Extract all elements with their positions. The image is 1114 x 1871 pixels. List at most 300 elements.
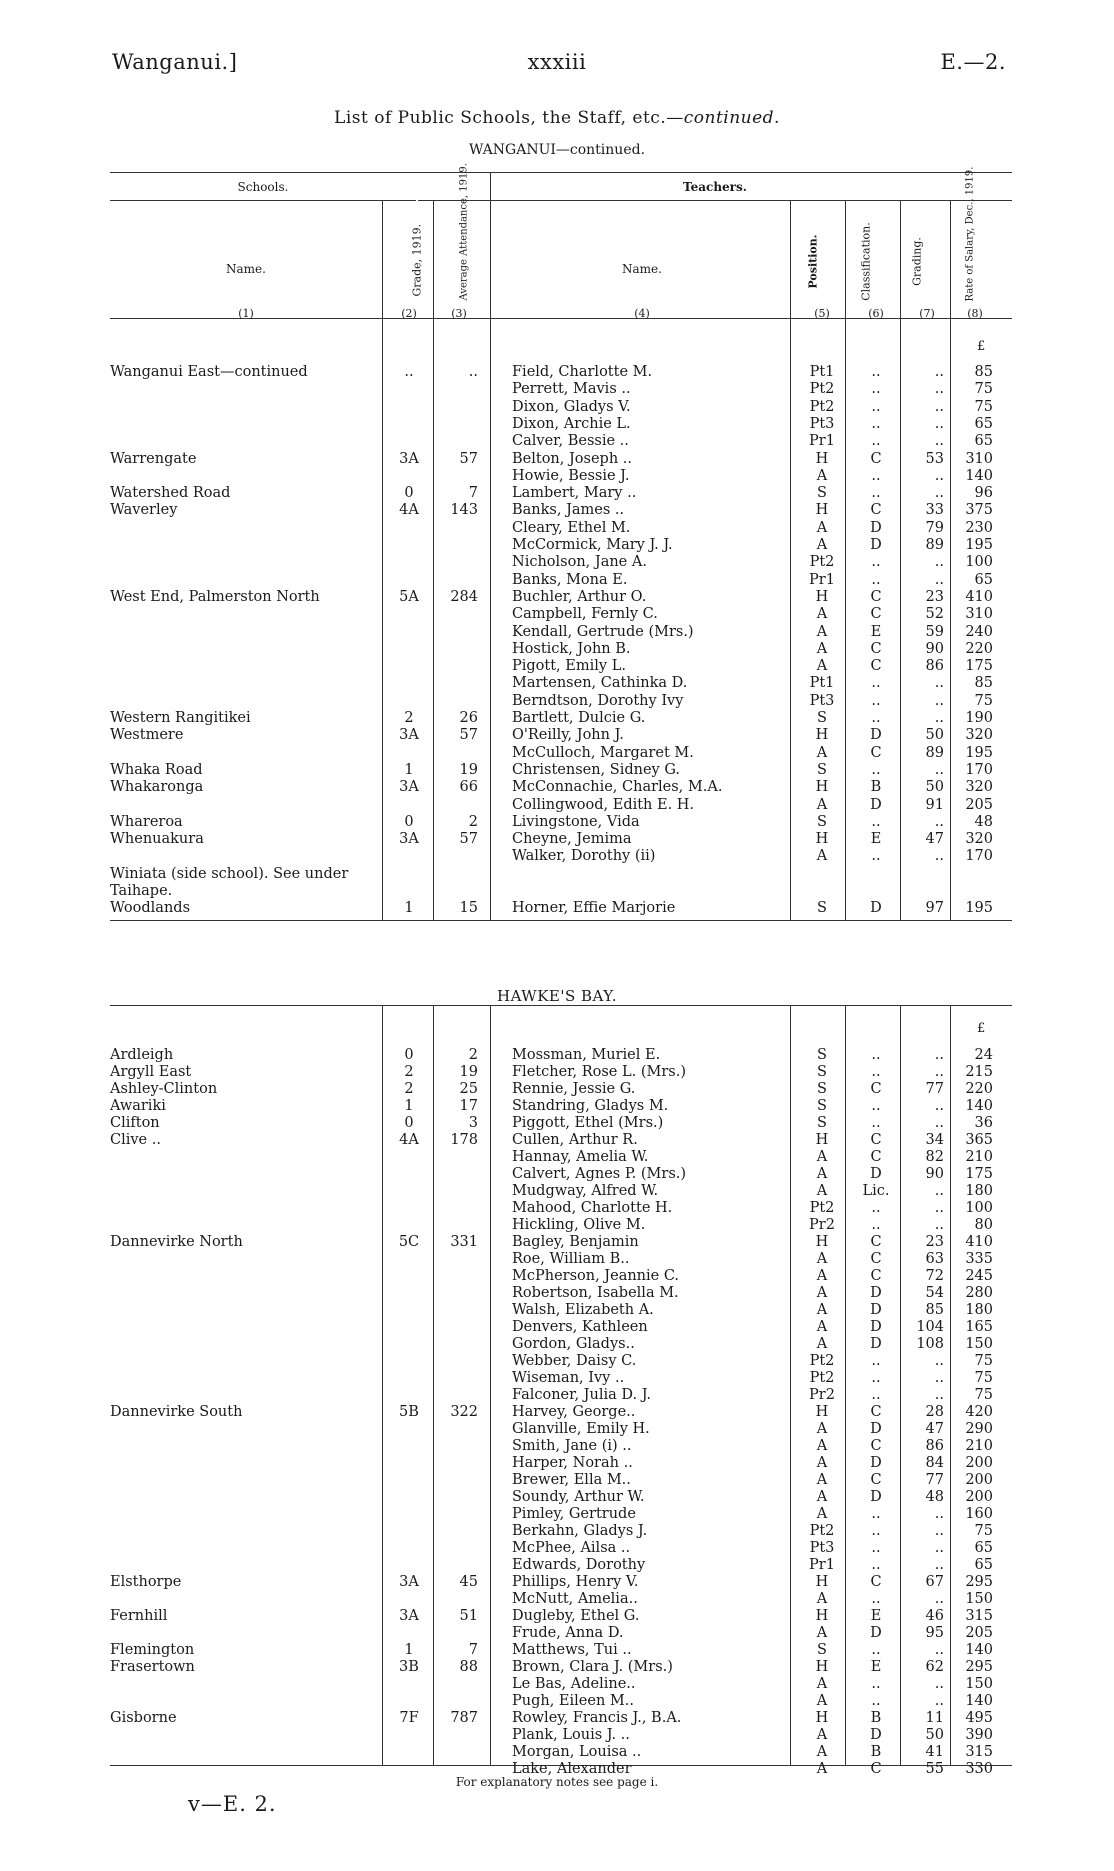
page-title-continued: continued. [683, 108, 780, 128]
table-row [110, 814, 1012, 831]
grading: 67 [925, 1574, 944, 1590]
teacher-name: Dugleby, Ethel G. [512, 1608, 640, 1624]
classification: D [870, 537, 882, 553]
position: H [815, 727, 829, 744]
school-name: West End, Palmerston North [110, 588, 320, 605]
classification: C [870, 1149, 882, 1165]
table-row [110, 554, 1012, 571]
table-row [110, 1608, 1012, 1625]
school-name: Awariki [110, 1098, 166, 1114]
classification: .. [871, 1098, 881, 1114]
section-title-hawkes-bay: HAWKE'S BAY. [496, 987, 618, 1005]
position: Pt3 [809, 1540, 835, 1556]
table-row [110, 1421, 1012, 1438]
teacher-name: Falconer, Julia D. J. [512, 1387, 651, 1403]
table-row [110, 675, 1012, 692]
position: A [816, 1591, 828, 1607]
grading: 84 [925, 1455, 944, 1471]
table-row [110, 1727, 1012, 1744]
position: Pr2 [809, 1387, 835, 1403]
position: Pt3 [809, 415, 835, 432]
grading: 50 [925, 727, 944, 744]
teacher-name: McCormick, Mary J. J. [512, 537, 673, 553]
table-row [110, 624, 1012, 641]
grading: .. [934, 692, 944, 709]
classification: D [870, 796, 882, 813]
teacher-name: Banks, James .. [512, 502, 625, 519]
table-row [110, 866, 1012, 883]
table-row [110, 1336, 1012, 1353]
position: A [816, 1166, 828, 1182]
teacher-name: Pugh, Eileen M.. [512, 1693, 634, 1709]
table-row [110, 1166, 1012, 1183]
classification: C [870, 1472, 882, 1488]
salary: 140 [965, 467, 993, 484]
position: A [816, 1336, 828, 1352]
classification: .. [871, 710, 881, 726]
classification: C [870, 1438, 882, 1454]
table-row [110, 1234, 1012, 1251]
position: H [815, 1710, 829, 1726]
classification: C [870, 502, 882, 519]
table-row [110, 745, 1012, 762]
salary: 96 [974, 485, 993, 502]
school-name: Gisborne [110, 1710, 177, 1726]
grading: .. [934, 675, 944, 692]
col-num-6: (6) [868, 307, 884, 320]
grading: 23 [925, 588, 944, 605]
grading: .. [934, 761, 944, 778]
school-name: Winiata (side school). See under [110, 865, 349, 882]
classification: B [870, 1710, 882, 1726]
average-attendance: 66 [459, 779, 478, 796]
salary: 200 [965, 1455, 993, 1471]
position: Pr1 [809, 571, 835, 588]
average-attendance: 57 [459, 727, 478, 744]
grading: .. [934, 381, 944, 398]
teacher-name: Fletcher, Rose L. (Mrs.) [512, 1064, 686, 1080]
teacher-name: Mudgway, Alfred W. [512, 1183, 659, 1199]
position: S [817, 813, 827, 830]
teacher-name: Soundy, Arthur W. [512, 1489, 645, 1505]
average-attendance: 284 [450, 588, 478, 605]
grading: 89 [925, 744, 944, 761]
salary: 150 [965, 1676, 993, 1692]
salary: 315 [965, 1608, 993, 1624]
position: Pt2 [809, 1523, 835, 1539]
salary: 65 [974, 433, 993, 450]
salary: 320 [965, 727, 993, 744]
grading: .. [934, 1642, 944, 1658]
position: H [815, 588, 829, 605]
position: H [815, 1659, 829, 1675]
position: S [817, 761, 827, 778]
classification: D [870, 1319, 882, 1335]
position: A [816, 1455, 828, 1471]
table-row [110, 1251, 1012, 1268]
table-row [110, 1081, 1012, 1098]
school-grade: 3A [399, 831, 419, 848]
classification: .. [871, 692, 881, 709]
salary: 36 [974, 1115, 993, 1131]
salary: 75 [974, 1387, 993, 1403]
position: H [815, 450, 829, 467]
school-name: Dannevirke South [110, 1404, 243, 1420]
grading: 52 [925, 606, 944, 623]
grading: 23 [925, 1234, 944, 1250]
grading: .. [934, 1387, 944, 1403]
salary: 375 [965, 502, 993, 519]
teacher-name: Piggott, Ethel (Mrs.) [512, 1115, 664, 1131]
grading: 89 [925, 537, 944, 553]
salary: 280 [965, 1285, 993, 1301]
teacher-name: Matthews, Tui .. [512, 1642, 632, 1658]
classification: C [870, 1234, 882, 1250]
classification: .. [871, 364, 881, 380]
teacher-name: Brown, Clara J. (Mrs.) [512, 1659, 673, 1675]
table-row [110, 1149, 1012, 1166]
teacher-name: Martensen, Cathinka D. [512, 675, 688, 692]
school-name: Wanganui East—continued [110, 364, 308, 380]
salary: 140 [965, 1098, 993, 1114]
header-mid-rule-schools [110, 200, 416, 201]
salary: 365 [965, 1132, 993, 1148]
salary: 150 [965, 1591, 993, 1607]
teacher-name: Berkahn, Gladys J. [512, 1523, 648, 1539]
school-name: Whakaronga [110, 779, 204, 796]
grading: 50 [925, 1727, 944, 1743]
grading: 47 [925, 1421, 944, 1437]
salary: 335 [965, 1251, 993, 1267]
table-row [110, 693, 1012, 710]
salary: 240 [965, 623, 993, 640]
salary: 180 [965, 1302, 993, 1318]
teacher-name: Kendall, Gertrude (Mrs.) [512, 623, 694, 640]
salary: 80 [974, 1217, 993, 1233]
position: H [815, 1234, 829, 1250]
section-1-bottom-rule [110, 920, 1012, 921]
classification: D [870, 1727, 882, 1743]
table-row [110, 1098, 1012, 1115]
school-grade: .. [404, 364, 414, 380]
position: Pt1 [809, 364, 835, 380]
classification: .. [871, 1506, 881, 1522]
salary: 24 [974, 1047, 993, 1063]
grading: .. [934, 1115, 944, 1131]
school-grade: 5C [398, 1234, 420, 1250]
position: A [816, 519, 828, 536]
table-row [110, 1404, 1012, 1421]
position: Pt3 [809, 692, 835, 709]
average-attendance: 26 [459, 710, 478, 726]
teacher-name: Mahood, Charlotte H. [512, 1200, 673, 1216]
position: A [816, 848, 828, 865]
position: A [816, 796, 828, 813]
grading: 91 [925, 796, 944, 813]
classification: .. [871, 848, 881, 865]
position: S [817, 1115, 827, 1131]
classification: .. [871, 1540, 881, 1556]
section-subtitle: WANGANUI—continued. [468, 142, 646, 158]
classification: C [870, 606, 882, 623]
page-title [0, 108, 1114, 128]
grading: 104 [916, 1319, 944, 1335]
salary: 420 [965, 1404, 993, 1420]
grading: .. [934, 1676, 944, 1692]
col-num-5: (5) [814, 307, 830, 320]
grading: 90 [925, 640, 944, 657]
table-row [110, 1642, 1012, 1659]
salary: 65 [974, 1540, 993, 1556]
classification: .. [871, 485, 881, 502]
classification: .. [871, 761, 881, 778]
table-row [110, 1132, 1012, 1149]
footnote: For explanatory notes see page i. [455, 1775, 659, 1789]
position: A [816, 1149, 828, 1165]
classification: D [870, 727, 882, 744]
grading: .. [934, 467, 944, 484]
school-grade: 2 [404, 1064, 414, 1080]
classification: .. [871, 1047, 881, 1063]
teacher-name: Calver, Bessie .. [512, 433, 629, 450]
table-row [110, 1676, 1012, 1693]
salary: 75 [974, 381, 993, 398]
teacher-name: Standring, Gladys M. [512, 1098, 669, 1114]
salary: 190 [965, 710, 993, 726]
teacher-name: Pimley, Gertrude [512, 1506, 636, 1522]
school-grade: 3A [399, 1574, 419, 1590]
salary: 205 [965, 1625, 993, 1641]
position: A [816, 1251, 828, 1267]
grading: 90 [925, 1166, 944, 1182]
classification: C [870, 1251, 882, 1267]
salary: 170 [965, 761, 993, 778]
school-grade: 3B [399, 1659, 419, 1675]
table-row [110, 848, 1012, 865]
classification: .. [871, 1557, 881, 1573]
grading: .. [934, 1540, 944, 1556]
school-name: Dannevirke North [110, 1234, 243, 1250]
grading: 11 [925, 1710, 944, 1726]
position: A [816, 1761, 828, 1777]
classification: D [870, 1302, 882, 1318]
average-attendance: 25 [459, 1081, 478, 1097]
teacher-name: Plank, Louis J. .. [512, 1727, 630, 1743]
classification: E [870, 1608, 882, 1624]
school-name: Whenuakura [110, 831, 204, 848]
teacher-name: Phillips, Henry V. [512, 1574, 639, 1590]
grading: .. [934, 1523, 944, 1539]
classification: .. [871, 1693, 881, 1709]
teacher-name: Christensen, Sidney G. [512, 761, 681, 778]
grading: 63 [925, 1251, 944, 1267]
classification: C [870, 1081, 882, 1097]
classification: .. [871, 1591, 881, 1607]
position: A [816, 1676, 828, 1692]
position: A [816, 1489, 828, 1505]
teacher-name: Dixon, Gladys V. [512, 398, 631, 415]
classification: C [870, 640, 882, 657]
grading: .. [934, 1693, 944, 1709]
table-row [110, 762, 1012, 779]
teacher-name: Rowley, Francis J., B.A. [512, 1710, 682, 1726]
grading: 34 [925, 1132, 944, 1148]
pound-sign: £ [977, 1021, 986, 1036]
school-name: Whareroa [110, 813, 183, 830]
table-row [110, 1387, 1012, 1404]
teacher-name: Glanville, Emily H. [512, 1421, 650, 1437]
position: A [816, 1693, 828, 1709]
position: Pt2 [809, 1353, 835, 1369]
classification: D [870, 1625, 882, 1641]
table-row [110, 1625, 1012, 1642]
signature-mark: v—E. 2. [188, 1792, 277, 1816]
position: S [817, 1081, 827, 1097]
position: Pt2 [809, 1200, 835, 1216]
classification: .. [871, 415, 881, 432]
teacher-name: Lake, Alexander [512, 1761, 632, 1777]
teacher-name: Hostick, John B. [512, 640, 631, 657]
school-grade: 0 [404, 1115, 414, 1131]
teacher-name: Berndtson, Dorothy Ivy [512, 692, 684, 709]
salary: 205 [965, 796, 993, 813]
teacher-name: Gordon, Gladys.. [512, 1336, 635, 1352]
teacher-name: Bagley, Benjamin [512, 1234, 639, 1250]
salary: 65 [974, 1557, 993, 1573]
classification: .. [871, 381, 881, 398]
teacher-name: Dixon, Archie L. [512, 415, 631, 432]
grading: 77 [925, 1472, 944, 1488]
classification: .. [871, 1387, 881, 1403]
salary: 165 [965, 1319, 993, 1335]
teacher-name: Field, Charlotte M. [512, 364, 653, 380]
table-row [110, 900, 1012, 917]
col-salary: Rate of Salary, Dec., 1919. [964, 166, 976, 302]
grading: .. [934, 848, 944, 865]
salary: 245 [965, 1268, 993, 1284]
position: A [816, 1625, 828, 1641]
position: A [816, 1183, 828, 1199]
classification: .. [871, 1217, 881, 1233]
salary: 220 [965, 1081, 993, 1097]
salary: 180 [965, 1183, 993, 1199]
salary: 320 [965, 779, 993, 796]
teacher-name: Horner, Effie Marjorie [512, 900, 676, 917]
teacher-name: Hickling, Olive M. [512, 1217, 646, 1233]
table-row [110, 1506, 1012, 1523]
teacher-name: Webber, Daisy C. [512, 1353, 637, 1369]
table-row [110, 416, 1012, 433]
grading: 41 [925, 1744, 944, 1760]
table-row [110, 1744, 1012, 1761]
average-attendance: 15 [459, 900, 478, 917]
teacher-name: Robertson, Isabella M. [512, 1285, 679, 1301]
school-grade: 1 [404, 900, 414, 917]
salary: 210 [965, 1438, 993, 1454]
col-num-8: (8) [967, 307, 983, 320]
school-name: Westmere [110, 727, 184, 744]
grading: 95 [925, 1625, 944, 1641]
col-num-2: (2) [401, 307, 417, 320]
col-position: Position. [806, 234, 820, 289]
table-row [110, 572, 1012, 589]
table-row [110, 797, 1012, 814]
school-name: Waverley [110, 502, 178, 519]
teacher-name: Livingstone, Vida [512, 813, 640, 830]
school-name: Warrengate [110, 450, 197, 467]
position: S [817, 900, 827, 917]
teacher-name: Mossman, Muriel E. [512, 1047, 661, 1063]
salary: 220 [965, 640, 993, 657]
table-row [110, 1115, 1012, 1132]
grading: .. [934, 813, 944, 830]
classification: E [870, 1659, 882, 1675]
teacher-name: Cleary, Ethel M. [512, 519, 631, 536]
grading: .. [934, 554, 944, 571]
salary: 195 [965, 900, 993, 917]
teacher-name: McCulloch, Margaret M. [512, 744, 694, 761]
grading: 50 [925, 779, 944, 796]
salary: 140 [965, 1642, 993, 1658]
teacher-name: Calvert, Agnes P. (Mrs.) [512, 1166, 687, 1182]
table-row [110, 399, 1012, 416]
position: A [816, 623, 828, 640]
grading: 72 [925, 1268, 944, 1284]
table-row [110, 589, 1012, 606]
table-row [110, 537, 1012, 554]
table-row [110, 606, 1012, 623]
table-row [110, 485, 1012, 502]
grading: .. [934, 1183, 944, 1199]
school-grade: 7F [399, 1710, 419, 1726]
grading: 33 [925, 502, 944, 519]
salary: 210 [965, 1149, 993, 1165]
school-name: Frasertown [110, 1659, 195, 1675]
school-grade: 4A [399, 1132, 419, 1148]
school-name: Western Rangitikei [110, 710, 251, 726]
grading: 55 [925, 1761, 944, 1777]
grading: .. [934, 1370, 944, 1386]
salary: 230 [965, 519, 993, 536]
teacher-name: Belton, Joseph .. [512, 450, 633, 467]
school-name: Clifton [110, 1115, 160, 1131]
grading: .. [934, 571, 944, 588]
running-head-left: Wanganui.] [112, 50, 238, 74]
grading: 77 [925, 1081, 944, 1097]
teacher-name: McPhee, Ailsa .. [512, 1540, 631, 1556]
grading: .. [934, 1098, 944, 1114]
school-grade: 3A [399, 779, 419, 796]
grading: .. [934, 1200, 944, 1216]
position: A [816, 744, 828, 761]
classification: D [870, 1455, 882, 1471]
salary: 195 [965, 537, 993, 553]
position: A [816, 1506, 828, 1522]
table-row [110, 1438, 1012, 1455]
table-row [110, 1064, 1012, 1081]
page-number: xxxiii [527, 50, 587, 74]
classification: .. [871, 1642, 881, 1658]
grading: 54 [925, 1285, 944, 1301]
pound-sign: £ [977, 339, 986, 354]
grading: 46 [925, 1608, 944, 1624]
table-row [110, 831, 1012, 848]
position: A [816, 640, 828, 657]
position: A [816, 1421, 828, 1437]
grading: 48 [925, 1489, 944, 1505]
school-grade: 0 [404, 1047, 414, 1063]
table-row [110, 364, 1012, 381]
